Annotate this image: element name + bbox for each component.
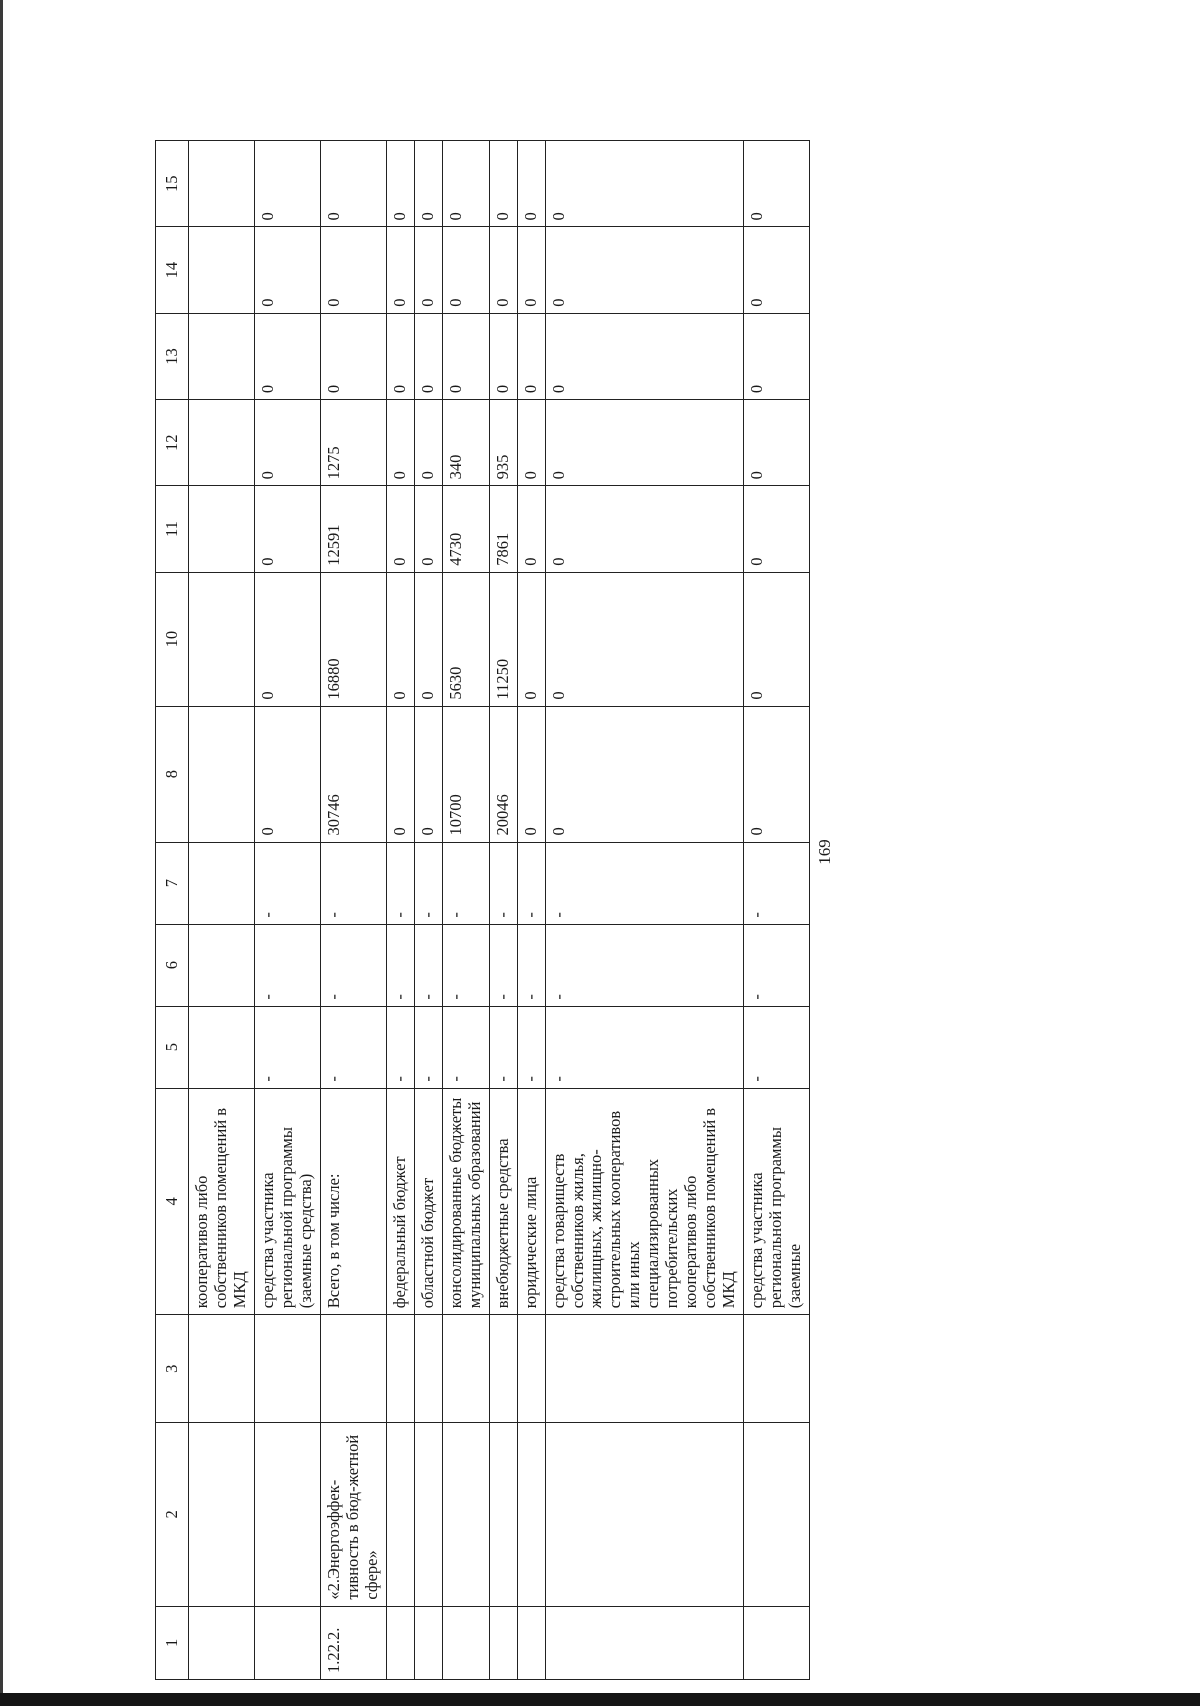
column-header-13: 13 [156, 313, 189, 399]
cell-c2 [744, 1423, 810, 1606]
cell-c10: 0 [254, 572, 320, 706]
cell-c3 [189, 1315, 255, 1423]
cell-c12: 0 [744, 400, 810, 486]
cell-c12: 340 [442, 400, 489, 486]
scan-edge-bottom [0, 1693, 1200, 1706]
cell-c14: 0 [320, 227, 386, 313]
scan-edge-left [0, 0, 3, 1706]
column-header-10: 10 [156, 572, 189, 706]
cell-c12: 935 [489, 400, 517, 486]
column-header-8: 8 [156, 706, 189, 842]
cell-c3 [386, 1315, 414, 1423]
table-row [442, 141, 489, 1680]
cell-c12: 1275 [320, 400, 386, 486]
cell-c10 [189, 572, 255, 706]
cell-c13: 0 [489, 313, 517, 399]
cell-c2: «2.Энергоэффек-тивность в бюд-жетной сфере» [320, 1423, 386, 1606]
cell-c12: 0 [254, 400, 320, 486]
cell-c10: 0 [414, 572, 442, 706]
cell-c14: 0 [386, 227, 414, 313]
cell-c7: - [517, 842, 545, 924]
cell-c10: 11250 [489, 572, 517, 706]
cell-c1 [442, 1606, 489, 1679]
cell-c5 [189, 1006, 255, 1088]
cell-c1 [386, 1606, 414, 1679]
cell-c6: - [254, 924, 320, 1006]
column-header-3: 3 [156, 1315, 189, 1423]
cell-c11: 0 [744, 486, 810, 572]
budget-table-frame [155, 140, 1165, 1680]
table-row [517, 141, 545, 1680]
cell-c14: 0 [414, 227, 442, 313]
cell-c5: - [442, 1006, 489, 1088]
cell-c15: 0 [320, 141, 386, 227]
cell-c5: - [744, 1006, 810, 1088]
cell-c4: внебюджетные средства [489, 1088, 517, 1315]
header-row [156, 141, 189, 1680]
column-header-14: 14 [156, 227, 189, 313]
cell-c13: 0 [320, 313, 386, 399]
cell-c2 [386, 1423, 414, 1606]
table-row [545, 141, 744, 1680]
cell-c8: 0 [414, 706, 442, 842]
cell-c1 [414, 1606, 442, 1679]
cell-c12: 0 [414, 400, 442, 486]
cell-c15: 0 [254, 141, 320, 227]
cell-c3 [517, 1315, 545, 1423]
cell-c5: - [320, 1006, 386, 1088]
cell-c11: 0 [254, 486, 320, 572]
cell-c4: юридические лица [517, 1088, 545, 1315]
cell-c10: 0 [744, 572, 810, 706]
cell-c4: средства товариществ собственников жилья, жилищных, жилищно-строительных кооперативов или иных специализированных потребительских кооперативов либо собственников помещений в МКД [545, 1088, 744, 1315]
budget-table [155, 140, 810, 1680]
table-row [744, 141, 810, 1680]
cell-c13: 0 [386, 313, 414, 399]
cell-c12: 0 [545, 400, 744, 486]
cell-c14: 0 [517, 227, 545, 313]
cell-c11: 12591 [320, 486, 386, 572]
cell-c3 [545, 1315, 744, 1423]
cell-c1 [517, 1606, 545, 1679]
cell-c8: 30746 [320, 706, 386, 842]
cell-c2 [517, 1423, 545, 1606]
cell-c11: 0 [414, 486, 442, 572]
cell-c15: 0 [414, 141, 442, 227]
table-row [386, 141, 414, 1680]
cell-c3 [254, 1315, 320, 1423]
cell-c8: 20046 [489, 706, 517, 842]
cell-c4: средства участника региональной программы (заемные средства) [254, 1088, 320, 1315]
table-row [320, 141, 386, 1680]
cell-c15: 0 [545, 141, 744, 227]
cell-c1 [189, 1606, 255, 1679]
cell-c4: средства участника региональной программы (заемные [744, 1088, 810, 1315]
table-body [156, 141, 810, 1680]
cell-c10: 0 [517, 572, 545, 706]
cell-c2 [489, 1423, 517, 1606]
cell-c13: 0 [545, 313, 744, 399]
cell-c14: 0 [744, 227, 810, 313]
cell-c5: - [414, 1006, 442, 1088]
cell-c10: 16880 [320, 572, 386, 706]
cell-c3 [744, 1315, 810, 1423]
cell-c11: 4730 [442, 486, 489, 572]
cell-c11 [189, 486, 255, 572]
table-row [254, 141, 320, 1680]
cell-c6: - [489, 924, 517, 1006]
cell-c14 [189, 227, 255, 313]
cell-c7: - [545, 842, 744, 924]
cell-c13: 0 [744, 313, 810, 399]
cell-c15: 0 [386, 141, 414, 227]
cell-c1 [545, 1606, 744, 1679]
cell-c11: 0 [545, 486, 744, 572]
cell-c6: - [545, 924, 744, 1006]
cell-c13 [189, 313, 255, 399]
cell-c11: 7861 [489, 486, 517, 572]
column-header-6: 6 [156, 924, 189, 1006]
cell-c13: 0 [414, 313, 442, 399]
cell-c14: 0 [442, 227, 489, 313]
cell-c8: 0 [254, 706, 320, 842]
cell-c3 [489, 1315, 517, 1423]
cell-c7: - [254, 842, 320, 924]
cell-c15: 0 [489, 141, 517, 227]
cell-c7: - [414, 842, 442, 924]
cell-c4: кооперативов либо собственников помещений в МКД [189, 1088, 255, 1315]
column-header-7: 7 [156, 842, 189, 924]
cell-c7: - [320, 842, 386, 924]
column-header-2: 2 [156, 1423, 189, 1606]
cell-c8: 0 [386, 706, 414, 842]
cell-c4: областной бюджет [414, 1088, 442, 1315]
column-header-12: 12 [156, 400, 189, 486]
cell-c10: 5630 [442, 572, 489, 706]
cell-c2 [189, 1423, 255, 1606]
cell-c4: консолидированные бюджеты муниципальных образований [442, 1088, 489, 1315]
cell-c7: - [489, 842, 517, 924]
cell-c12: 0 [517, 400, 545, 486]
cell-c13: 0 [254, 313, 320, 399]
cell-c6 [189, 924, 255, 1006]
cell-c15: 0 [744, 141, 810, 227]
cell-c3 [320, 1315, 386, 1423]
cell-c11: 0 [517, 486, 545, 572]
cell-c7: - [442, 842, 489, 924]
column-header-1: 1 [156, 1606, 189, 1679]
cell-c6: - [517, 924, 545, 1006]
cell-c12: 0 [386, 400, 414, 486]
cell-c3 [442, 1315, 489, 1423]
table-row [414, 141, 442, 1680]
cell-c2 [254, 1423, 320, 1606]
cell-c13: 0 [442, 313, 489, 399]
cell-c1: 1.22.2. [320, 1606, 386, 1679]
cell-c4: Всего, в том числе: [320, 1088, 386, 1315]
cell-c3 [414, 1315, 442, 1423]
cell-c11: 0 [386, 486, 414, 572]
cell-c5: - [545, 1006, 744, 1088]
cell-c8: 0 [517, 706, 545, 842]
cell-c15: 0 [442, 141, 489, 227]
cell-c14: 0 [545, 227, 744, 313]
cell-c4: федеральный бюджет [386, 1088, 414, 1315]
cell-c15: 0 [517, 141, 545, 227]
cell-c8: 10700 [442, 706, 489, 842]
cell-c14: 0 [489, 227, 517, 313]
cell-c7 [189, 842, 255, 924]
cell-c5: - [517, 1006, 545, 1088]
cell-c2 [545, 1423, 744, 1606]
cell-c6: - [320, 924, 386, 1006]
cell-c2 [414, 1423, 442, 1606]
cell-c6: - [386, 924, 414, 1006]
column-header-4: 4 [156, 1088, 189, 1315]
cell-c6: - [414, 924, 442, 1006]
column-header-11: 11 [156, 486, 189, 572]
cell-c8: 0 [744, 706, 810, 842]
table-row [489, 141, 517, 1680]
cell-c6: - [744, 924, 810, 1006]
column-header-5: 5 [156, 1006, 189, 1088]
table-row [189, 141, 255, 1680]
cell-c13: 0 [517, 313, 545, 399]
cell-c1 [489, 1606, 517, 1679]
cell-c2 [442, 1423, 489, 1606]
cell-c1 [254, 1606, 320, 1679]
cell-c15 [189, 141, 255, 227]
cell-c10: 0 [386, 572, 414, 706]
cell-c6: - [442, 924, 489, 1006]
cell-c7: - [744, 842, 810, 924]
cell-c1 [744, 1606, 810, 1679]
cell-c5: - [254, 1006, 320, 1088]
cell-c8: 0 [545, 706, 744, 842]
column-header-15: 15 [156, 141, 189, 227]
cell-c5: - [386, 1006, 414, 1088]
cell-c14: 0 [254, 227, 320, 313]
page-number: 169 [815, 839, 834, 865]
cell-c10: 0 [545, 572, 744, 706]
cell-c8 [189, 706, 255, 842]
cell-c7: - [386, 842, 414, 924]
cell-c5: - [489, 1006, 517, 1088]
cell-c12 [189, 400, 255, 486]
